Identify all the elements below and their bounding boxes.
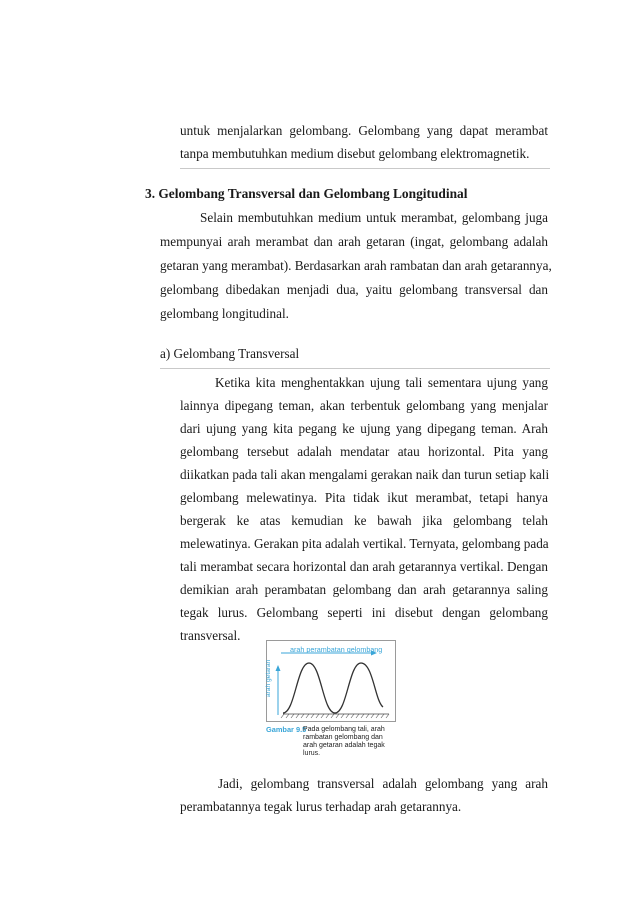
vibration-label: arah getaran [265,659,272,697]
paragraph-line: gelombang dibedakan menjadi dua, yaitu gelombang transversal dan [160,282,548,297]
paragraph-line: lainnya dipegang teman, akan terbentuk gelombang yang menjalar [180,398,548,413]
subsection-heading: a) Gelombang Transversal [160,346,300,361]
intro-line-2: tanpa membutuhkan medium disebut gelombang elektromagnetik. [180,146,530,161]
conclusion-line-2: perambatannya tegak lurus terhadap arah getarannya. [180,799,462,814]
paragraph-line: gelombang melewatinya. Pita tidak ikut merambat, tetapi hanya [180,490,548,505]
paragraph-line: tali merambat secara horizontal dan arah getarannya vertikal. Dengan [180,559,548,574]
figure-number: Gambar 9.5 [266,725,307,734]
caption-line: lurus. [303,750,321,757]
intro-line-1: untuk menjalarkan gelombang. Gelombang yang dapat merambat [180,123,548,138]
caption-line: Pada gelombang tali, arah [303,726,385,733]
paragraph-line: gelombang longitudinal. [160,306,289,321]
paragraph-line: demikian arah perambatan gelombang dan arah getarannya saling [180,582,548,597]
paragraph-line: transversal. [180,628,241,643]
paragraph-line: diikatkan pada tali akan mengalami gerakan naik dan turun setiap kali [180,467,550,482]
paragraph-line: getaran yang merambat). Berdasarkan arah rambatan dan arah getarannya, [160,258,552,273]
paragraph-line: dari ujung yang kita pegang ke ujung yang dipegang teman. Arah [180,421,548,436]
paragraph-line: melewatinya. Gerakan pita adalah vertikal. Ternyata, gelombang pada [180,536,549,551]
caption-line: rambatan gelombang dan [303,734,383,741]
paragraph-line: Ketika kita menghentakkan ujung tali sementara ujung yang [215,375,548,390]
paragraph-line: bergerak ke atas kemudian ke bawah jika gelombang telah [180,513,548,528]
wave-figure [266,640,414,766]
vibration-arrow-head [276,665,281,671]
paragraph-line: tegak lurus. Gelombang seperti ini disebut dengan gelombang [180,605,548,620]
paragraph-line: mempunyai arah merambat dan arah getaran (ingat, gelombang adalah [160,234,548,249]
figure-frame [266,640,396,722]
divider [160,368,550,369]
wave-curve [283,663,383,713]
ground-hatching [281,714,389,718]
caption-line: arah getaran adalah tegak [303,742,385,749]
divider [180,168,550,169]
section-heading: 3. Gelombang Transversal dan Gelombang Longitudinal [145,186,468,201]
propagation-label: arah perambatan gelombang [290,645,383,654]
paragraph-line: gelombang tersebut adalah mendatar atau horizontal. Pita yang [180,444,548,459]
paragraph-line: Selain membutuhkan medium untuk merambat, gelombang juga [200,210,548,225]
conclusion-line-1: Jadi, gelombang transversal adalah gelombang yang arah [218,776,548,791]
